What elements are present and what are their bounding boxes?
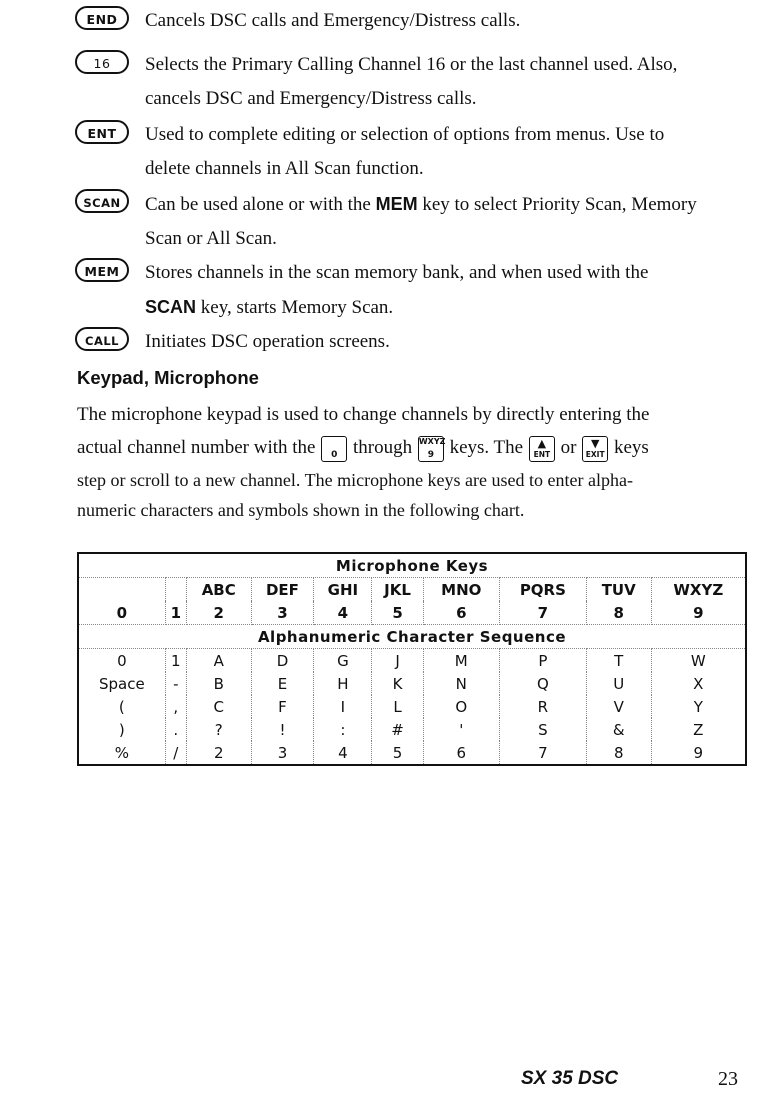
table-cell: 2 [186,601,251,625]
table-cell: Y [693,697,703,716]
table-row [78,695,746,718]
table-cell: U [586,672,651,695]
table-cell: D [251,649,314,673]
letter-group-row [78,578,746,602]
table-cell: ? [186,718,251,741]
table-cell: 5 [372,741,423,765]
keypad-paragraph: The microphone keypad is used to change channels by directly entering the actual channel number with the 0 through WXYZ 9 keys. The ▲ ENT or ▼ EXIT keys step or scroll to a new channel. The microphone keys are used to enter alpha- numeric characters and symbols shown in the following chart. [77,404,650,520]
table-cell: K [372,672,423,695]
table-cell: 7 [499,741,586,765]
table-cell: V [586,695,651,718]
up-arrow-key-icon: ▲ ENT [529,436,555,462]
key-description: Initiates DSC operation screens. [145,331,390,352]
table-cell: 3 [251,741,314,765]
table-cell: 1 [165,601,186,625]
table-cell: PQRS [499,578,586,602]
end-key-icon: END [75,6,129,30]
table-cell: 9 [693,743,704,762]
table-cell: O [423,695,499,718]
table-cell: MNO [423,578,499,602]
section-heading: Keypad, Microphone [77,367,259,388]
table-cell: 6 [423,741,499,765]
table-cell: H [314,672,372,695]
table-cell: E [251,672,314,695]
table-cell: 3 [251,601,314,625]
table-cell [165,578,186,602]
table-cell: GHI [314,578,372,602]
table-cell: X [693,674,704,693]
table-cell: W [690,651,706,670]
table-cell: R [499,695,586,718]
table-cell: 4 [314,601,372,625]
table-cell: B [186,672,251,695]
table-cell: ' [423,718,499,741]
microphone-keys-table [77,552,747,766]
mem-key-icon: MEM [75,258,129,282]
footer-model-name: SX 35 DSC [521,1068,619,1089]
table-cell: JKL [372,578,423,602]
table-cell: 2 [186,741,251,765]
key-entry-scan [75,187,745,255]
table-cell: % [78,741,165,765]
key-number-row [78,601,746,625]
key-description: Selects the Primary Calling Channel 16 or the last channel used. Also, cancels DSC and Emergency/Distress calls. [145,54,678,109]
key-entry-ent [75,118,745,186]
channel-16-key-icon: 16 [75,50,129,74]
table-cell: Space [78,672,165,695]
table-cell: 5 [372,601,423,625]
down-arrow-key-icon: ▼ EXIT [582,436,608,462]
table-cell: A [186,649,251,673]
table-cell: ! [251,718,314,741]
table-cell: L [372,695,423,718]
key-description: Stores channels in the scan memory bank, and when used with the SCAN key, starts Memory Scan. [145,262,649,318]
table-row [78,649,746,673]
table-cell: WXYZ [673,580,724,599]
table-cell: Q [499,672,586,695]
table-cell: T [586,649,651,673]
table-cell: ( [78,695,165,718]
table-row [78,741,746,765]
table-cell: - [165,672,186,695]
table-cell: 8 [586,601,651,625]
table-cell: P [499,649,586,673]
nine-key-icon: WXYZ 9 [418,437,446,460]
table-cell: 7 [499,601,586,625]
key-description: Cancels DSC calls and Emergency/Distress calls. [145,10,521,31]
call-key-icon: CALL [75,327,129,351]
page-number: 23 [718,1068,738,1090]
table-cell: ) [78,718,165,741]
table-title: Microphone Keys [78,553,746,578]
key-entry-16 [75,48,745,116]
table-cell: C [186,695,251,718]
table-cell: S [499,718,586,741]
table-cell: ABC [186,578,251,602]
table-cell: & [586,718,651,741]
table-cell: 4 [314,741,372,765]
table-subtitle: Alphanumeric Character Sequence [78,625,746,649]
table-row [78,672,746,695]
table-cell: 0 [78,601,165,625]
table-cell: 6 [423,601,499,625]
table-cell: M [423,649,499,673]
table-cell: 0 [78,649,165,673]
key-entry-mem [75,256,745,324]
table-cell: 9 [651,601,746,625]
table-cell: DEF [251,578,314,602]
table-cell: , [165,695,186,718]
table-cell: N [423,672,499,695]
key-description: Used to complete editing or selection of options from menus. Use to delete channels in All Scan function. [145,124,665,179]
key-entry-end [75,4,745,38]
table-cell: Z [693,720,704,739]
table-cell: / [165,741,186,765]
table-cell: 8 [586,741,651,765]
table-cell: I [314,695,372,718]
table-cell: TUV [586,578,651,602]
table-cell: J [372,649,423,673]
zero-key-icon: 0 [321,436,347,462]
table-cell: # [372,718,423,741]
table-cell: 1 [165,649,186,673]
key-entry-call [75,325,745,359]
table-cell: : [314,718,372,741]
table-row [78,718,746,741]
table-cell: G [314,649,372,673]
scan-key-icon: SCAN [75,189,129,213]
key-description: Can be used alone or with the MEM key to select Priority Scan, Memory Scan or All Scan. [145,194,697,249]
ent-key-icon: ENT [75,120,129,144]
table-cell: . [165,718,186,741]
table-cell [78,578,165,602]
table-cell: F [251,695,314,718]
